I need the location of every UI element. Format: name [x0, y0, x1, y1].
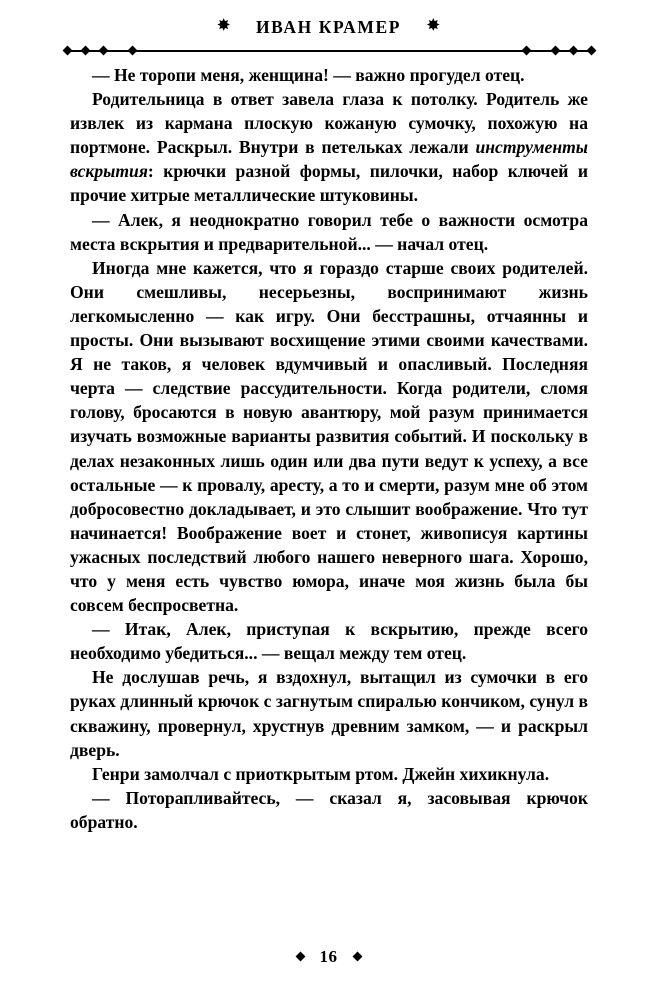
rule-diamond-icon	[63, 46, 73, 56]
rule-diamond-icon	[587, 46, 597, 56]
rule-diamond-icon	[128, 46, 138, 56]
paragraph-narration: Не дослушав речь, я вздохнул, вытащил из сумочки в его руках длинный крючок с загнутым спиралью кончиком, сунул в скважину, провернул, хрустнув древним замком, — и раскрыл дверь.	[70, 667, 588, 760]
diamond-ornament-left	[295, 952, 305, 962]
running-head	[0, 16, 657, 38]
italic-phrase: инструменты вскрытия	[70, 137, 588, 182]
paragraph-narration: Иногда мне кажется, что я гораздо старше своих родителей. Они смешливы, несерьезны, воспринимают жизнь легкомысленно — как игру. Они бесстрашны, отчаянны и просты. Они вызывают восхищение этими своими качествами. Я не таков, я человек вдумчивый и опасливый. Последняя черта — следствие рассудительности. Когда родители, сломя голову, бросаются в новую авантюру, мой разум принимается изучать возможные варианты развития событий. И поскольку в делах незаконных лишь один или два пути ведут к успеху, а все остальные — к провалу, аресту, а то и смерти, разум мне об этом добросовестно докладывает, и это слышит воображение. Что тут начинается! Воображение воет и стонет, живописуя картины ужасных последствий любого нашего неверного шага. Хорошо, что у меня есть чувство юмора, иначе моя жизнь была бы совсем беспросветна.	[70, 257, 588, 616]
author-name: ИВАН КРАМЕР	[255, 17, 402, 37]
rule-diamond-icon	[522, 46, 532, 56]
paragraph-dialogue: — Итак, Алек, приступая к вскрытию, прежде всего необходимо убедиться... — вещал между тем отец.	[70, 619, 588, 664]
diamond-ornament-right	[352, 952, 362, 962]
rule-diamond-icon	[99, 46, 109, 56]
rule-diamond-icon	[551, 46, 561, 56]
paragraph-text-after-italic: : крючки разной формы, пилочки, набор ключей и прочие хитрые металлические штуковины.	[70, 161, 588, 206]
paragraph-text-before-italic: Родительница в ответ завела глаза к потолку. Родитель же извлек из кармана плоскую кожаную сумочку, похожую на портмоне. Раскрыл. Внутри в петельках лежали	[70, 89, 588, 158]
paragraph-dialogue: — Не торопи меня, женщина! — важно прогудел отец.	[92, 65, 525, 85]
rule-line	[66, 50, 593, 52]
paragraph-dialogue: — Алек, я неоднократно говорил тебе о важности осмотра места вскрытия и предварительной... — начал отец.	[70, 209, 588, 254]
star-ornament-right: ✸	[427, 18, 440, 35]
rule-diamond-icon	[81, 46, 91, 56]
star-ornament-left: ✸	[217, 18, 230, 35]
paragraph-narration: Генри замолчал с приоткрытым ртом. Джейн хихикнула.	[92, 763, 550, 784]
paragraph-dialogue: — Поторапливайтесь, — сказал я, засовывая крючок обратно.	[70, 787, 588, 832]
paragraph-with-italic	[70, 87, 588, 207]
page-number: 16	[319, 947, 338, 966]
rule-diamond-icon	[569, 46, 579, 56]
page-footer	[0, 947, 657, 967]
decorative-rule	[66, 46, 593, 56]
body-text	[70, 63, 588, 834]
